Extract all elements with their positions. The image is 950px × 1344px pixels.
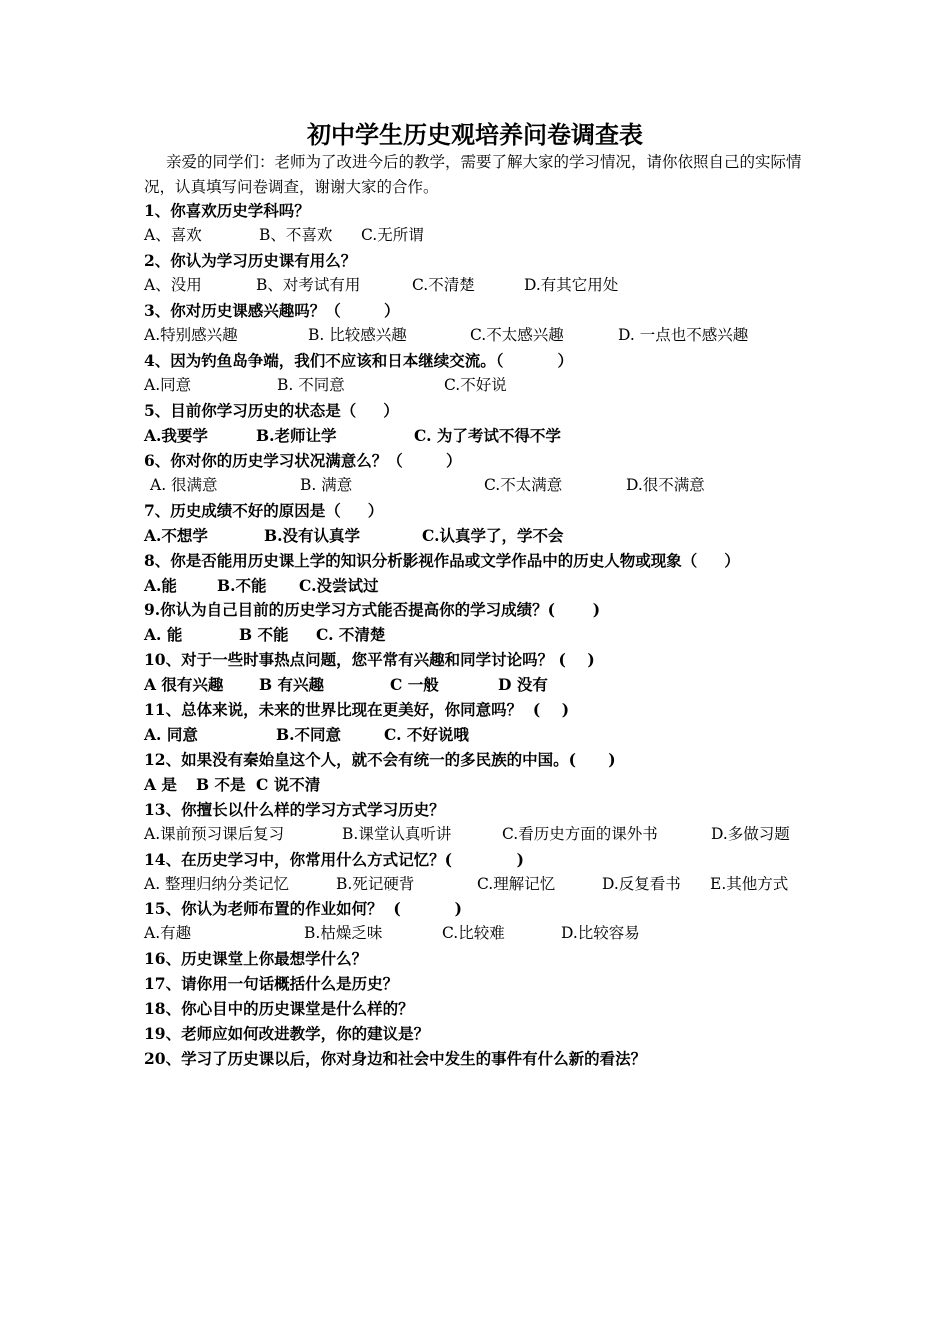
option-14-a: A. 整理归纳分类记忆 (144, 875, 290, 893)
question-11: 11、总体来说，未来的世界比现在更美好，你同意吗？ ( ) (144, 700, 570, 719)
option-15-d: D.比较容易 (561, 924, 640, 942)
option-9-a: A. 能 (144, 625, 183, 644)
option-3-c: C.不太感兴趣 (470, 326, 564, 344)
option-5-b: B.老师让学 (256, 426, 337, 445)
option-13-c: C.看历史方面的课外书 (502, 825, 658, 843)
option-15-c: C.比较难 (442, 924, 505, 942)
option-6-b: B. 满意 (300, 476, 353, 494)
option-6-a: A. 很满意 (150, 476, 218, 494)
question-17: 17、请你用一句话概括什么是历史？ (144, 974, 399, 993)
options-row-13 (144, 822, 844, 847)
option-8-a: A.能 (144, 576, 177, 595)
options-row-15 (144, 921, 844, 946)
question-19: 19、老师应如何改进教学，你的建议是？ (144, 1024, 430, 1043)
option-3-a: A.特别感兴趣 (144, 326, 238, 344)
options-row-8 (144, 573, 844, 598)
option-15-b: B.枯燥乏味 (304, 924, 383, 942)
question-18: 18、你心目中的历史课堂是什么样的？ (144, 999, 414, 1018)
option-4-b: B. 不同意 (277, 376, 345, 394)
question-12: 12、如果没有秦始皇这个人，就不会有统一的多民族的中国。( ) (144, 750, 616, 769)
option-13-b: B.课堂认真听讲 (342, 825, 452, 843)
option-1-a: A、喜欢 (144, 226, 202, 244)
options-row-9 (144, 622, 844, 647)
option-10-b: B 有兴趣 (259, 675, 324, 694)
option-10-a: A 很有兴趣 (144, 675, 224, 694)
options-row-3 (144, 323, 844, 348)
option-6-d: D.很不满意 (626, 476, 705, 494)
options-row-12 (144, 772, 844, 797)
question-13: 13、你擅长以什么样的学习方式学习历史？ (144, 800, 445, 819)
option-9-b: B 不能 (239, 625, 289, 644)
options-row-1 (144, 223, 844, 248)
question-1: 1、你喜欢历史学科吗？ (144, 201, 310, 220)
option-2-c: C.不清楚 (412, 276, 475, 294)
options-row-11 (144, 722, 844, 747)
option-7-c: C.认真学了，学不会 (422, 526, 564, 545)
option-14-c: C.理解记忆 (477, 875, 556, 893)
option-4-c: C.不好说 (444, 376, 507, 394)
option-12-a: A 是 (144, 775, 177, 794)
question-8: 8、你是否能用历史课上学的知识分析影视作品或文学作品中的历史人物或现象（ ） (144, 551, 740, 570)
question-10: 10、对于一些时事热点问题，您平常有兴趣和同学讨论吗？ ( ) (144, 650, 595, 669)
option-14-b: B.死记硬背 (336, 875, 415, 893)
option-6-c: C.不太满意 (484, 476, 563, 494)
option-8-b: B.不能 (217, 576, 267, 595)
option-7-b: B.没有认真学 (264, 526, 360, 545)
option-14-d: D.反复看书 (602, 875, 681, 893)
question-3: 3、你对历史课感兴趣吗？（ ） (144, 301, 400, 320)
question-16: 16、历史课堂上你最想学什么？ (144, 949, 368, 968)
option-2-a: A、没用 (144, 276, 202, 294)
question-15: 15、你认为老师布置的作业如何？ ( ) (144, 899, 462, 918)
option-1-b: B、不喜欢 (259, 226, 333, 244)
options-row-4 (144, 373, 844, 398)
option-5-c: C. 为了考试不得不学 (414, 426, 561, 445)
option-15-a: A.有趣 (144, 924, 192, 942)
option-1-c: C.无所谓 (361, 226, 424, 244)
intro-paragraph: 亲爱的同学们：老师为了改进今后的教学，需要了解大家的学习情况，请你依照自己的实际情况，认真填写问卷调查，谢谢大家的合作。 (144, 153, 802, 196)
option-12-b: B 不是 (196, 775, 246, 794)
document-title: 初中学生历史观培养问卷调查表 (307, 120, 643, 149)
option-12-c: C 说不清 (256, 775, 321, 794)
option-11-b: B.不同意 (276, 725, 341, 744)
options-row-5 (144, 423, 844, 448)
option-7-a: A.不想学 (144, 526, 208, 545)
option-14-e: E.其他方式 (710, 875, 789, 893)
option-13-d: D.多做习题 (711, 825, 790, 843)
question-20: 20、学习了历史课以后，你对身边和社会中发生的事件有什么新的看法？ (144, 1049, 647, 1068)
option-11-c: C. 不好说哦 (384, 725, 469, 744)
options-row-7 (144, 523, 844, 548)
question-2: 2、你认为学习历史课有用么？ (144, 251, 357, 270)
option-2-b: B、对考试有用 (256, 276, 361, 294)
question-14: 14、在历史学习中，你常用什么方式记忆？( ) (144, 850, 524, 869)
option-5-a: A.我要学 (144, 426, 208, 445)
question-4: 4、因为钓鱼岛争端，我们不应该和日本继续交流。（ ） (144, 351, 573, 370)
options-row-6 (144, 473, 844, 498)
option-10-c: C 一般 (390, 675, 439, 694)
question-6: 6、你对你的历史学习状况满意么？（ ） (144, 451, 462, 470)
option-3-d: D. 一点也不感兴趣 (618, 326, 749, 344)
options-row-2 (144, 273, 844, 298)
question-7: 7、历史成绩不好的原因是（ ） (144, 501, 384, 520)
option-2-d: D.有其它用处 (524, 276, 619, 294)
option-4-a: A.同意 (144, 376, 192, 394)
option-11-a: A. 同意 (144, 725, 198, 744)
option-3-b: B. 比较感兴趣 (308, 326, 407, 344)
options-row-14 (144, 872, 844, 897)
options-row-10 (144, 672, 844, 697)
option-8-c: C.没尝试过 (299, 576, 379, 595)
option-9-c: C. 不清楚 (316, 625, 386, 644)
question-5: 5、目前你学习历史的状态是（ ） (144, 401, 399, 420)
option-13-a: A.课前预习课后复习 (144, 825, 285, 843)
question-9: 9.你认为自己目前的历史学习方式能否提高你的学习成绩？( ) (144, 600, 601, 619)
option-10-d: D 没有 (498, 675, 548, 694)
